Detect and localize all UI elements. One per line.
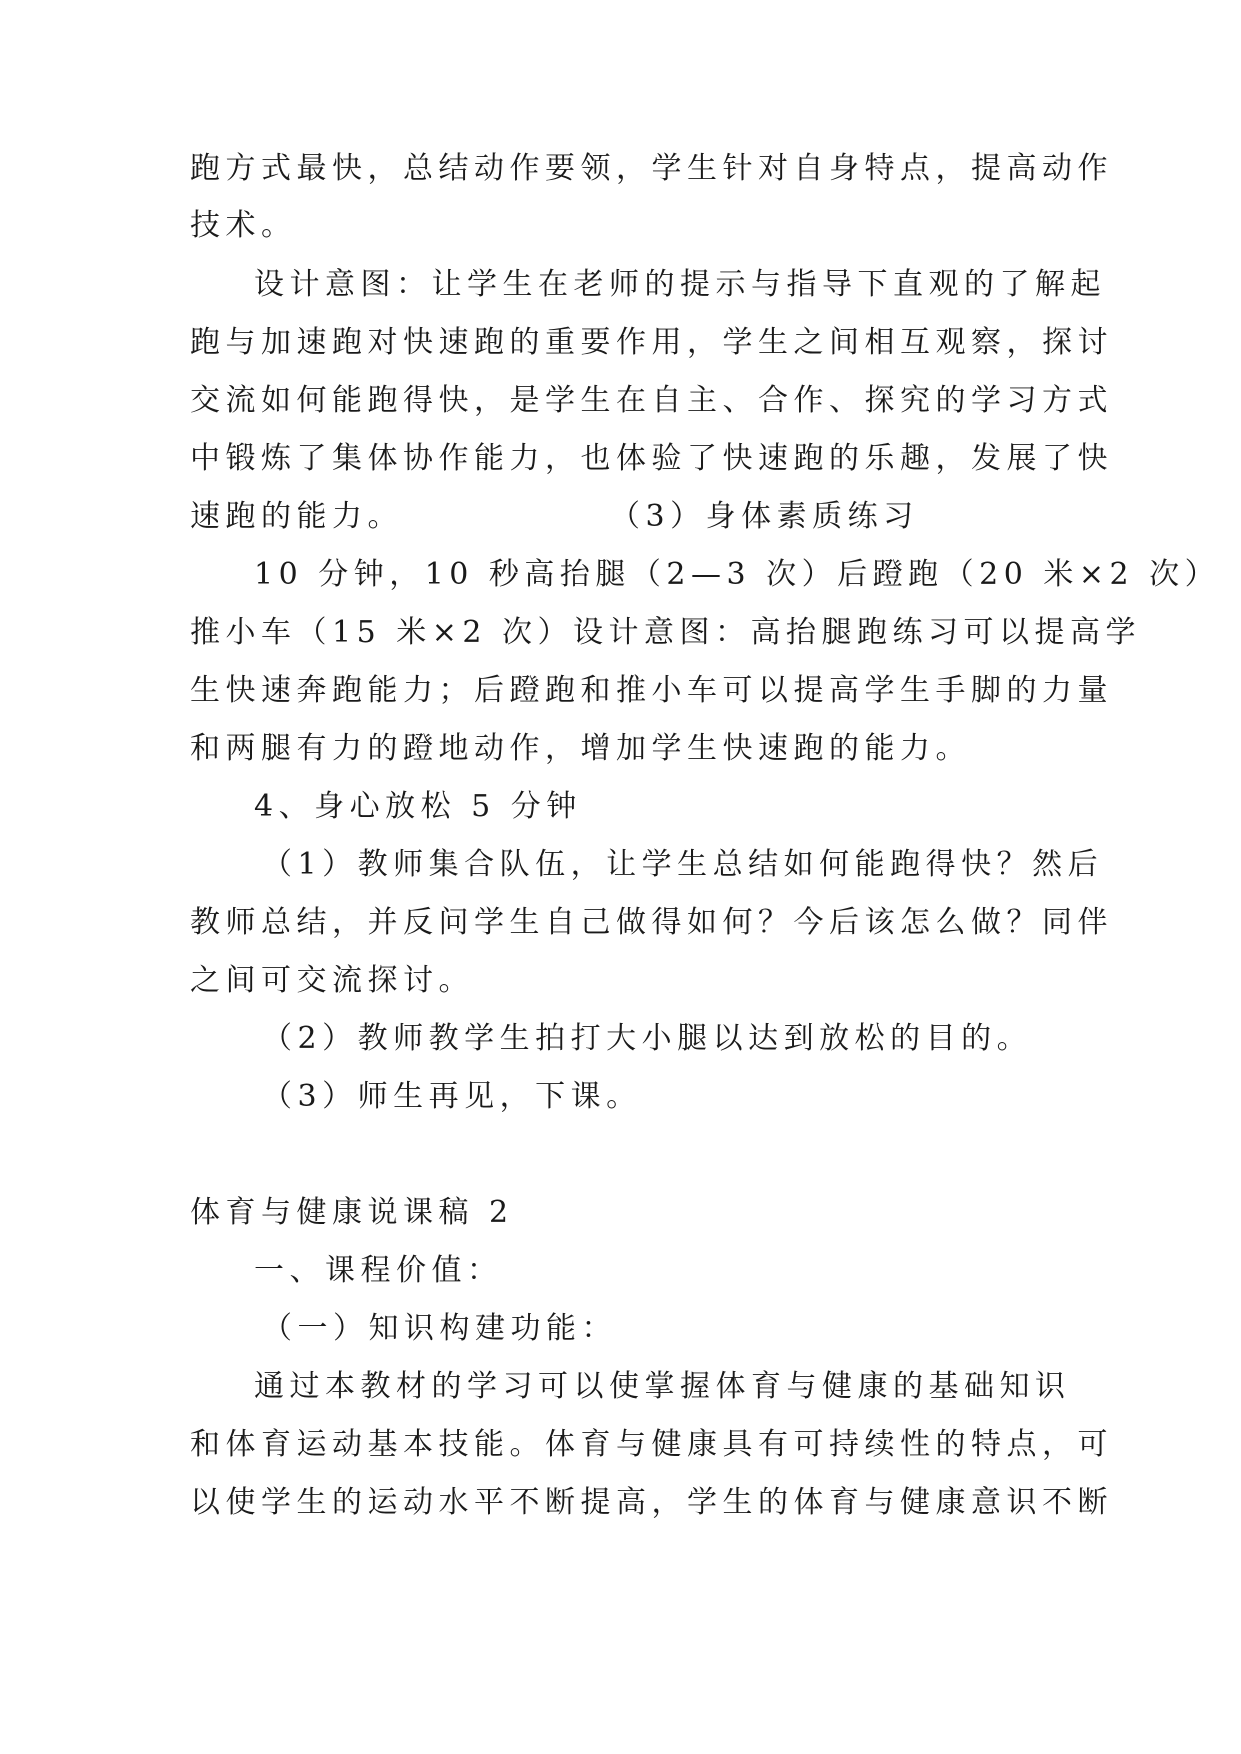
paragraph-line: 教师总结，并反问学生自己做得如何？今后该怎么做？同伴 (190, 905, 1113, 940)
paragraph-line: 技术。 (190, 208, 297, 243)
paragraph-line: 设计意图：让学生在老师的提示与指导下直观的了解起 (254, 267, 1106, 302)
document-title: 体育与健康说课稿 2 (190, 1195, 514, 1230)
paragraph-line: 推小车（15 米×2 次）设计意图：高抬腿跑练习可以提高学 (190, 615, 1141, 650)
paragraph-line: 交流如何能跑得快，是学生在自主、合作、探究的学习方式 (190, 383, 1113, 418)
paragraph-line: （3）师生再见，下课。 (262, 1079, 642, 1114)
paragraph-line: 以使学生的运动水平不断提高，学生的体育与健康意识不断 (190, 1485, 1113, 1520)
paragraph-line: 之间可交流探讨。 (190, 963, 474, 998)
paragraph-line: 和两腿有力的蹬地动作，增加学生快速跑的能力。 (190, 731, 971, 766)
paragraph-line: 和体育运动基本技能。体育与健康具有可持续性的特点，可 (190, 1427, 1113, 1462)
section-heading: 一、课程价值： (254, 1253, 503, 1288)
paragraph-line: 跑与加速跑对快速跑的重要作用，学生之间相互观察，探讨 (190, 325, 1113, 360)
paragraph-line: 通过本教材的学习可以使掌握体育与健康的基础知识 (254, 1369, 1071, 1404)
subsection-heading: （一）知识构建功能： (262, 1311, 617, 1346)
paragraph-line: 中锻炼了集体协作能力，也体验了快速跑的乐趣，发展了快 (190, 441, 1113, 476)
paragraph-line: （2）教师教学生拍打大小腿以达到放松的目的。 (262, 1021, 1033, 1056)
paragraph-line: 跑方式最快，总结动作要领，学生针对自身特点，提高动作 (190, 151, 1113, 186)
section-heading-inline: （3）身体素质练习 (610, 499, 919, 534)
paragraph-line: 速跑的能力。 (190, 499, 403, 534)
paragraph-line: （1）教师集合队伍，让学生总结如何能跑得快？然后 (262, 847, 1104, 882)
section-heading: 4、身心放松 5 分钟 (254, 789, 582, 824)
paragraph-line: 10 分钟，10 秒高抬腿（2—3 次）后蹬跑（20 米×2 次） (254, 557, 1221, 592)
paragraph-line: 生快速奔跑能力；后蹬跑和推小车可以提高学生手脚的力量 (190, 673, 1113, 708)
